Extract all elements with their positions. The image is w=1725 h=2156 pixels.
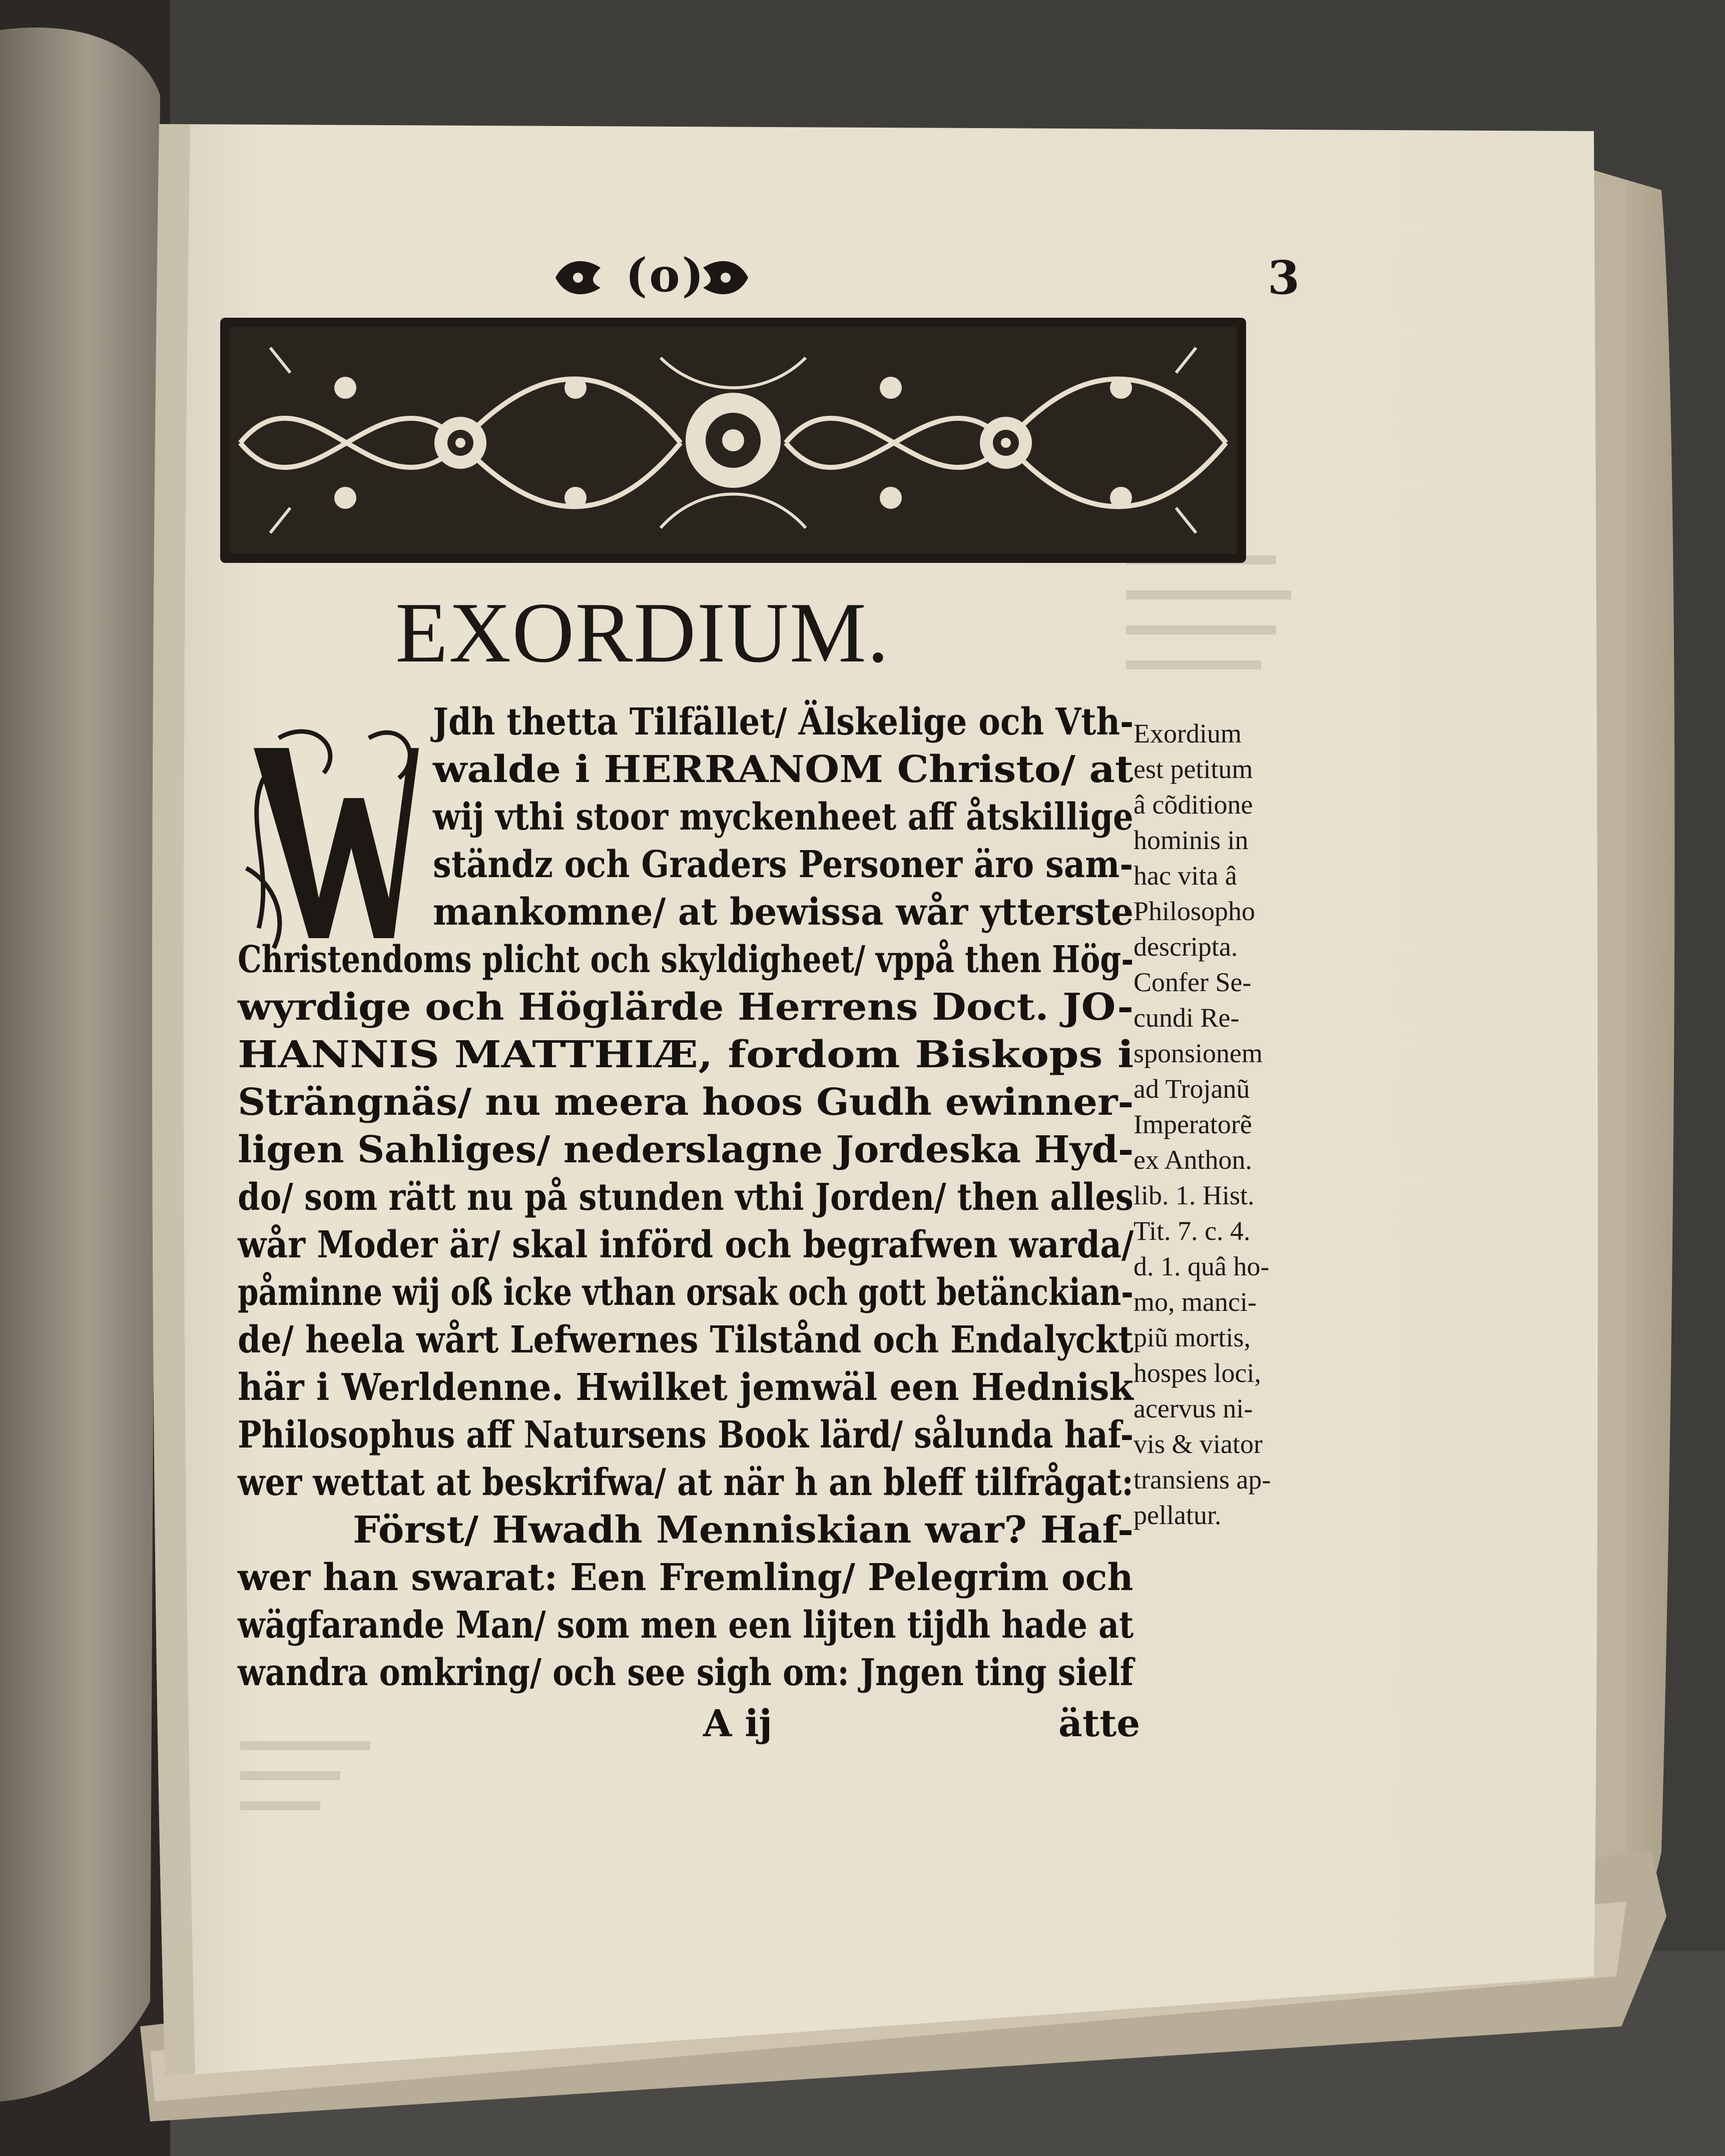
marginal-note-line: hominis in	[1133, 825, 1249, 855]
right-fleuron-icon	[698, 258, 753, 298]
body-line: walde i HERRANOM Christo/ at	[433, 748, 1133, 791]
main-text-block	[238, 698, 1138, 1699]
header-ornament-marker: (o)	[625, 248, 706, 302]
marginal-note-line: ad Trojanũ	[1133, 1074, 1250, 1104]
marginal-note-line: transiens ap-	[1133, 1465, 1271, 1495]
marginal-note-line: Exordium	[1133, 718, 1242, 749]
body-line: mankomne/ at bewissa wår ytterste	[433, 891, 1133, 934]
marginal-note-line: descripta.	[1133, 932, 1238, 962]
decorated-initial-w-icon	[244, 718, 424, 953]
body-line: wägfarande Man/ som men een lijten tijdh hade at	[238, 1604, 1134, 1647]
body-line: här i Werldenne. Hwilket jemwäl een Hednisk	[238, 1366, 1133, 1409]
marginal-note-line: ex Anthon.	[1133, 1145, 1252, 1175]
body-line: ständz och Graders Personer äro sam-	[433, 843, 1133, 886]
body-line: wer han swarat: Een Fremling/ Pelegrim och	[238, 1556, 1133, 1599]
marginal-note-line: Imperatorẽ	[1133, 1109, 1252, 1139]
body-line: Christendoms plicht och skyldigheet/ vppå then Hög-	[238, 938, 1134, 981]
body-line: ligen Sahliges/ nederslagne Jordeska Hyd-	[238, 1128, 1134, 1171]
body-line: påminne wij oß icke vthan orsak och gott betänckian-	[238, 1271, 1133, 1314]
body-line: wandra omkring/ och see sigh om: Jngen ting sielf	[238, 1651, 1134, 1694]
page-number: 3	[1267, 251, 1300, 305]
marginal-note-line: Philosopho	[1133, 896, 1256, 926]
marginal-note-line: â cõditione	[1133, 790, 1253, 820]
marginal-note-line: Tit. 7. c. 4.	[1133, 1216, 1251, 1246]
marginal-note-line: d. 1. quâ ho-	[1133, 1251, 1270, 1281]
body-line: Strängnäs/ nu meera hoos Gudh ewinner-	[238, 1081, 1134, 1124]
left-fleuron-icon	[550, 258, 606, 298]
marginal-note-line: acervus ni-	[1133, 1393, 1253, 1423]
ornamental-headpiece	[220, 318, 1246, 563]
body-line: de/ heela wårt Lefwernes Tilstånd och Endalyckt	[238, 1318, 1133, 1361]
body-line: Philosophus aff Natursens Book lärd/ sålunda haf-	[238, 1413, 1134, 1457]
marginal-note-line: piũ mortis,	[1133, 1322, 1251, 1352]
marginal-note-line: pellatur.	[1133, 1500, 1222, 1530]
body-line: wer wettat at beskrifwa/ at när h an bleff tilfrågat:	[238, 1461, 1133, 1504]
body-line: wyrdige och Höglärde Herrens Doct. JO-	[238, 986, 1134, 1029]
marginal-note-line: hospes loci,	[1133, 1358, 1261, 1388]
page-title: EXORDIUM.	[395, 585, 890, 680]
marginal-note-line: hac vita â	[1133, 861, 1237, 891]
marginal-note-line: Confer Se-	[1133, 967, 1252, 997]
body-line: Jdh thetta Tilfället/ Älskelige och Vth-	[433, 700, 1134, 744]
catchword: ätte	[1058, 1702, 1140, 1745]
body-line: do/ som rätt nu på stunden vthi Jorden/ then alles	[238, 1176, 1133, 1219]
marginal-note-line: cundi Re-	[1133, 1003, 1240, 1033]
signature-mark: A ij	[703, 1702, 773, 1745]
body-line: wår Moder är/ skal införd och begrafwen warda/	[238, 1223, 1134, 1266]
body-line: wij vthi stoor myckenheet aff åtskillige	[433, 796, 1133, 839]
marginal-note	[1133, 715, 1324, 1541]
marginal-note-line: lib. 1. Hist.	[1133, 1180, 1255, 1210]
catchword-line	[238, 1699, 1138, 1749]
marginal-note-line: mo, manci-	[1133, 1287, 1257, 1317]
body-line: HANNIS MATTHIÆ, fordom Biskops i	[238, 1033, 1134, 1076]
marginal-note-line: est petitum	[1133, 754, 1253, 784]
marginal-note-line: sponsionem	[1133, 1038, 1263, 1068]
body-line: Först/ Hwadh Menniskian war? Haf-	[353, 1509, 1134, 1552]
marginal-note-line: vis & viator	[1133, 1429, 1263, 1459]
